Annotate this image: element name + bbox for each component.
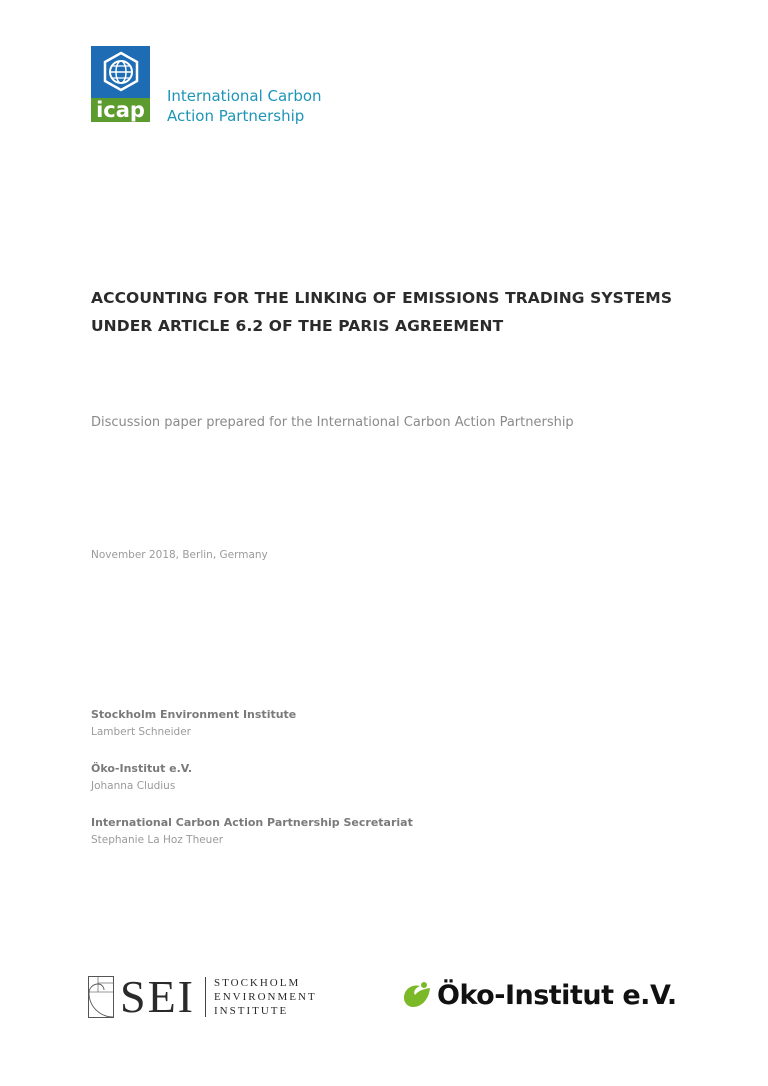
author-name: Johanna Cludius [91,780,176,792]
sei-logo [88,971,317,1022]
sei-divider [205,977,206,1017]
author-entry [91,814,413,850]
document-subtitle: Discussion paper prepared for the International Carbon Action Partnership [91,415,574,430]
leaf-icon [401,980,433,1010]
title-line2: UNDER ARTICLE 6.2 OF THE PARIS AGREEMENT [91,317,504,335]
sei-line2: ENVIRONMENT [214,991,317,1003]
author-entry [91,760,413,796]
sei-full-name [214,976,317,1018]
author-name: Stephanie La Hoz Theuer [91,834,224,846]
organization-name [167,86,322,126]
author-organization: Öko-Institut e.V. [91,762,193,775]
author-name: Lambert Schneider [91,726,191,738]
author-organization: International Carbon Action Partnership Secretariat [91,816,413,829]
organization-name-line2: Action Partnership [167,107,305,125]
publication-date: November 2018, Berlin, Germany [91,549,268,561]
document-title [91,284,691,340]
sei-line1: STOCKHOLM [214,977,301,989]
golden-spiral-icon [88,976,114,1018]
icap-logo-word: icap [91,98,150,122]
title-line1: ACCOUNTING FOR THE LINKING OF EMISSIONS TRADING SYSTEMS [91,289,673,307]
oeko-wordmark: Öko-Institut e.V. [437,979,677,1011]
author-entry [91,706,413,742]
authors-list [91,706,413,868]
organization-name-line1: International Carbon [167,87,322,105]
icap-logo [91,46,150,122]
sei-wordmark: SEI [120,971,195,1022]
oeko-institut-logo [401,975,677,1015]
globe-hexagon-icon [91,46,150,98]
author-organization: Stockholm Environment Institute [91,708,297,721]
sei-line3: INSTITUTE [214,1005,289,1017]
